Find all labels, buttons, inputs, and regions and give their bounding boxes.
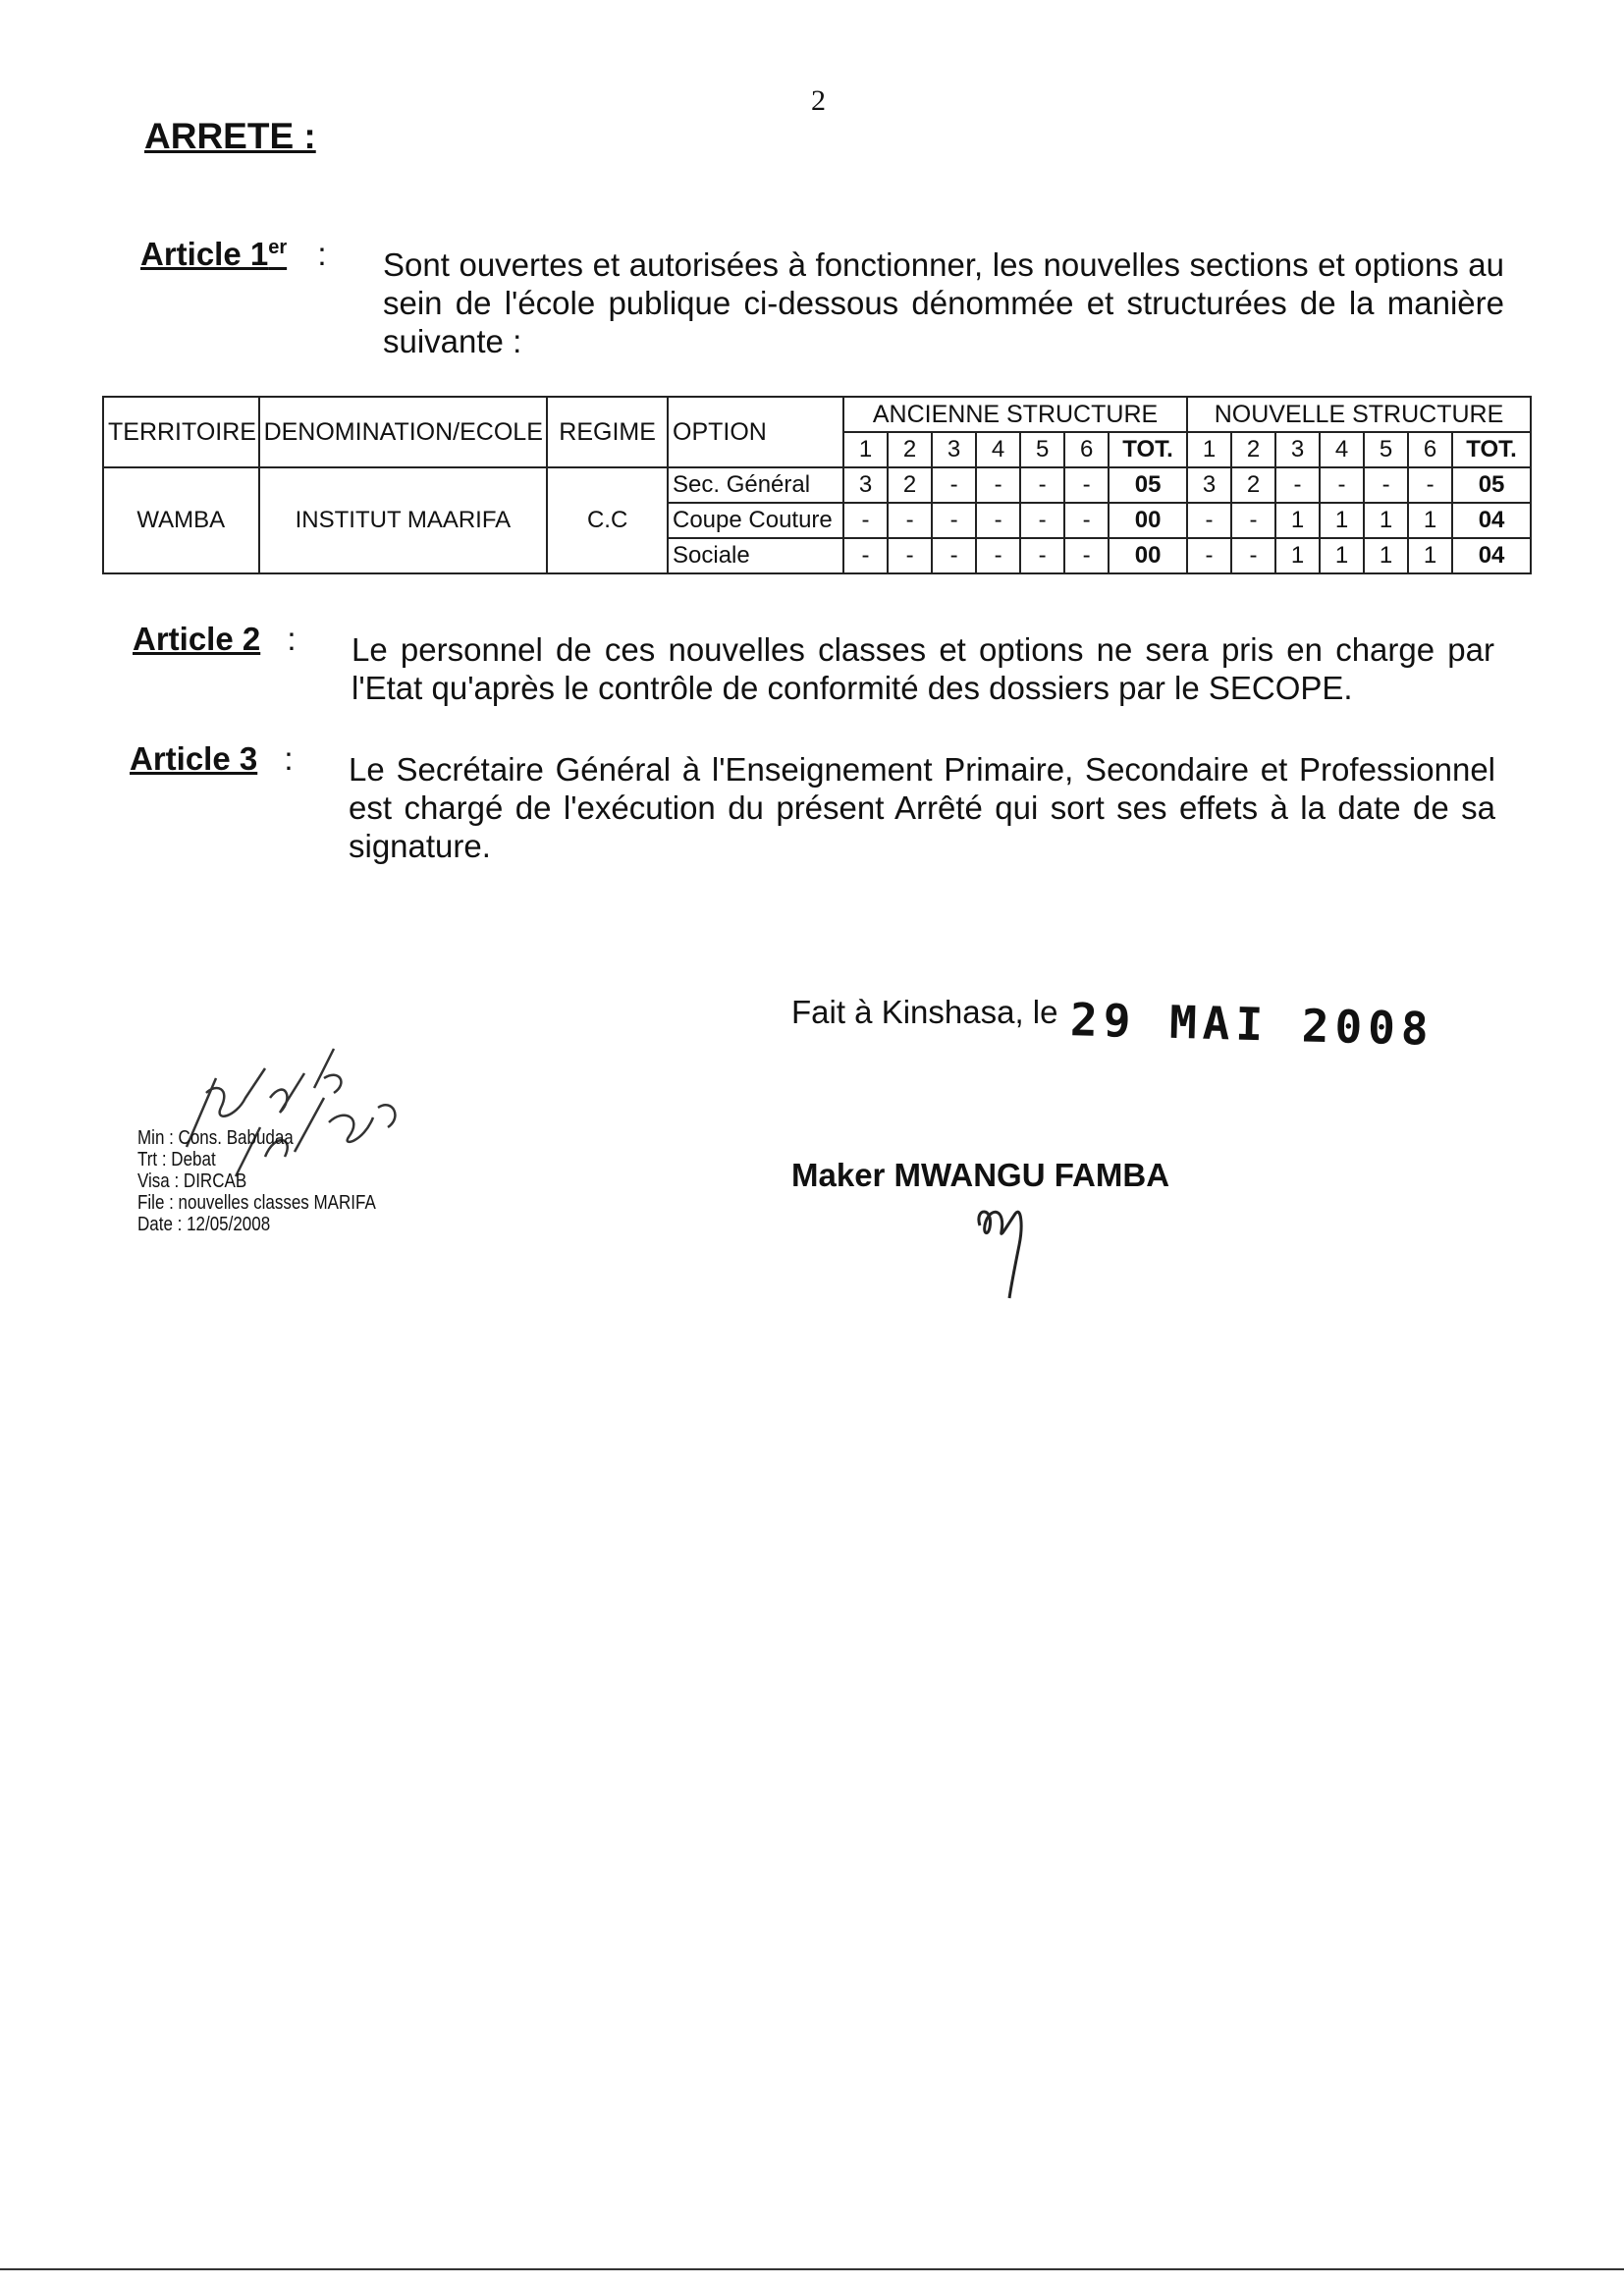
level-header: 1	[843, 432, 888, 467]
footer-note-date: Date : 12/05/2008	[137, 1214, 271, 1235]
decree-heading: ARRETE :	[144, 116, 316, 156]
value-cell: -	[888, 538, 932, 573]
value-cell: -	[843, 538, 888, 573]
value-cell: -	[932, 503, 976, 538]
table-header-row	[103, 397, 1531, 432]
value-cell: -	[1408, 467, 1452, 503]
article-2-label	[133, 621, 297, 658]
place-date-text: Fait à Kinshasa, le	[791, 994, 1058, 1030]
option-cell: Sociale	[668, 538, 843, 573]
article-1-text: Sont ouvertes et autorisées à fonctionner, les nouvelles sections et options au sein de l'école publique ci-dessous dénommée et structurées de la manière suivante :	[383, 246, 1504, 359]
level-header: 3	[932, 432, 976, 467]
signature-mark	[972, 1196, 1041, 1304]
article-1-label-text	[140, 236, 287, 272]
option-cell: Sec. Général	[668, 467, 843, 503]
article-3-colon: :	[284, 740, 294, 777]
level-header: 3	[1275, 432, 1320, 467]
signer-name: Maker MWANGU FAMBA	[791, 1157, 1170, 1193]
level-header: 5	[1364, 432, 1408, 467]
article-2-text: Le personnel de ces nouvelles classes et options ne sera pris en charge par l'Etat qu'après le contrôle de conformité des dossiers par le SECOPE.	[352, 631, 1494, 706]
value-cell: 1	[1275, 503, 1320, 538]
footer-note-min: Min : Cons. Babudaa	[137, 1127, 294, 1149]
value-cell: 3	[843, 467, 888, 503]
article-3-text: Le Secrétaire Général à l'Enseignement Primaire, Secondaire et Professionnel est chargé de l'exécution du présent Arrêté qui sort ses effets à la date de sa signature.	[349, 751, 1495, 864]
article-1-label	[140, 236, 326, 273]
value-cell: -	[1064, 538, 1109, 573]
article-3-label	[130, 740, 294, 778]
value-cell: -	[1231, 503, 1275, 538]
footer-notes	[137, 1127, 376, 1235]
value-cell: -	[932, 467, 976, 503]
article-1-label-sup: er	[268, 237, 288, 258]
value-cell: 1	[1275, 538, 1320, 573]
value-cell: -	[976, 538, 1020, 573]
level-header-total: TOT.	[1109, 432, 1187, 467]
value-cell: 1	[1364, 503, 1408, 538]
value-cell: 2	[1231, 467, 1275, 503]
value-cell: -	[1187, 538, 1231, 573]
value-cell: -	[976, 503, 1020, 538]
level-header-total: TOT.	[1452, 432, 1531, 467]
footer-note-file: File : nouvelles classes MARIFA	[137, 1192, 376, 1214]
article-1-colon: :	[317, 236, 327, 272]
value-cell: -	[1364, 467, 1408, 503]
value-cell: -	[1275, 467, 1320, 503]
value-cell: -	[1231, 538, 1275, 573]
territoire-cell: WAMBA	[103, 467, 259, 573]
value-cell: -	[1020, 538, 1064, 573]
total-cell: 05	[1109, 467, 1187, 503]
article-3-label-text: Article 3	[130, 740, 258, 777]
regime-cell: C.C	[547, 467, 668, 573]
value-cell: -	[843, 503, 888, 538]
header-regime: REGIME	[547, 397, 668, 467]
total-cell: 00	[1109, 503, 1187, 538]
value-cell: -	[1064, 503, 1109, 538]
level-header: 5	[1020, 432, 1064, 467]
value-cell: 2	[888, 467, 932, 503]
total-cell: 00	[1109, 538, 1187, 573]
stamped-date: 29 MAI 2008	[1069, 993, 1435, 1056]
option-cell: Coupe Couture	[668, 503, 843, 538]
table-row	[103, 467, 1531, 503]
bottom-rule	[0, 2268, 1624, 2270]
level-header: 1	[1187, 432, 1231, 467]
value-cell: 1	[1320, 503, 1364, 538]
level-header: 6	[1064, 432, 1109, 467]
value-cell: -	[1020, 467, 1064, 503]
header-territoire: TERRITOIRE	[103, 397, 259, 467]
footer-note-visa: Visa : DIRCAB	[137, 1170, 247, 1192]
value-cell: -	[976, 467, 1020, 503]
header-ancienne-structure: ANCIENNE STRUCTURE	[843, 397, 1187, 432]
article-1-label-main: Article 1	[140, 236, 269, 272]
value-cell: 1	[1408, 538, 1452, 573]
total-cell: 05	[1452, 467, 1531, 503]
level-header: 2	[888, 432, 932, 467]
value-cell: -	[932, 538, 976, 573]
value-cell: 3	[1187, 467, 1231, 503]
level-header: 4	[976, 432, 1020, 467]
header-option: OPTION	[668, 397, 843, 467]
structure-table	[102, 396, 1532, 574]
denomination-cell: INSTITUT MAARIFA	[259, 467, 548, 573]
article-2-label-text: Article 2	[133, 621, 261, 657]
page-number: 2	[811, 84, 826, 117]
level-header: 4	[1320, 432, 1364, 467]
total-cell: 04	[1452, 538, 1531, 573]
value-cell: -	[888, 503, 932, 538]
header-denomination: DENOMINATION/ECOLE	[259, 397, 548, 467]
value-cell: 1	[1364, 538, 1408, 573]
value-cell: -	[1064, 467, 1109, 503]
value-cell: 1	[1320, 538, 1364, 573]
value-cell: 1	[1408, 503, 1452, 538]
article-2-colon: :	[287, 621, 297, 657]
level-header: 2	[1231, 432, 1275, 467]
total-cell: 04	[1452, 503, 1531, 538]
value-cell: -	[1187, 503, 1231, 538]
header-nouvelle-structure: NOUVELLE STRUCTURE	[1187, 397, 1531, 432]
value-cell: -	[1020, 503, 1064, 538]
value-cell: -	[1320, 467, 1364, 503]
level-header: 6	[1408, 432, 1452, 467]
footer-note-trt: Trt : Debat	[137, 1149, 216, 1170]
